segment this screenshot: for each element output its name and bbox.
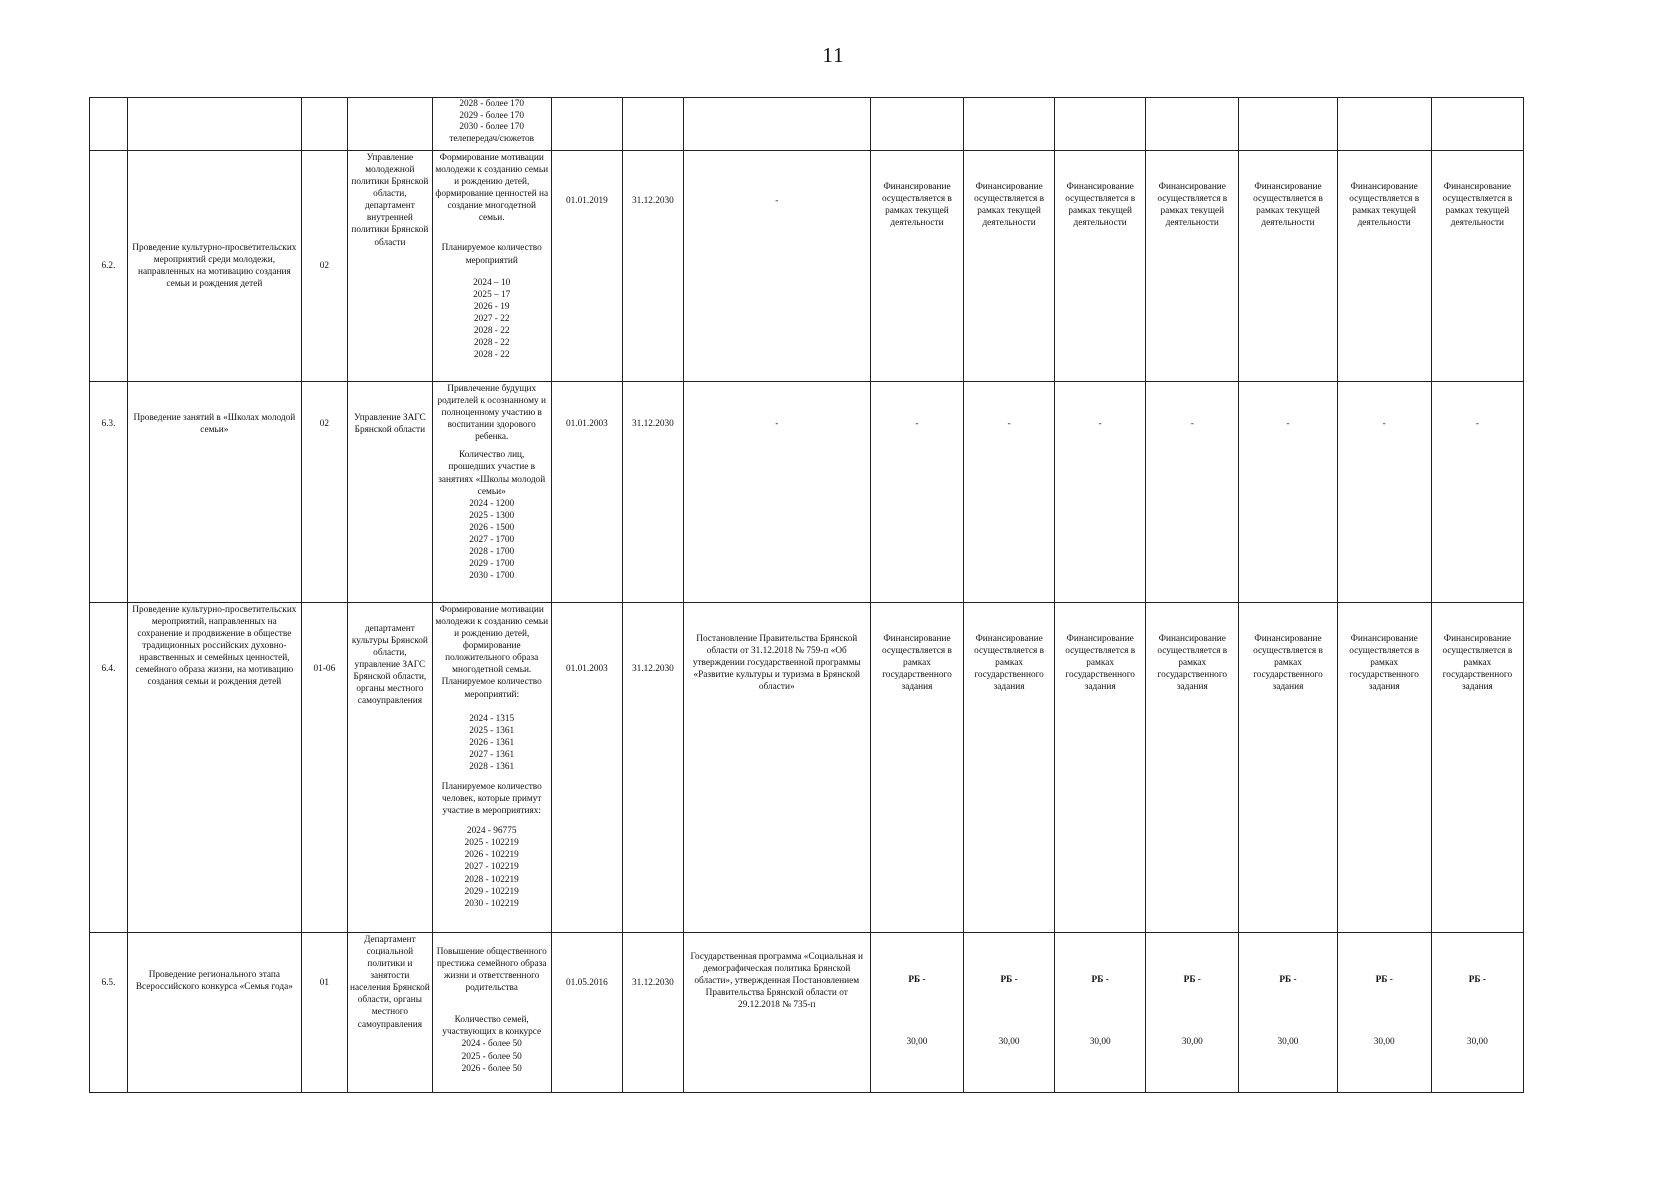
result-intro: Повышение общественного престижа семейного образа жизни и ответственного родительства: [436, 947, 547, 994]
funding-cell: Финансирование осуществляется в рамках государственного задания: [1239, 603, 1337, 933]
funding-cell: -: [870, 382, 963, 603]
result-values: 2024 - 96775 2025 - 102219 2026 - 102219 2027 - 102219 2028 - 102219 2029 - 102219 2030 - 102219: [464, 826, 519, 909]
funding-amount: 30,00: [1089, 1037, 1111, 1048]
result-values: 2024 - более 50 2025 - более 50 2026 - более 50: [461, 1039, 522, 1074]
funding-cell: -: [964, 382, 1055, 603]
funding-cell: -: [1431, 382, 1523, 603]
funding-cell: [1431, 933, 1523, 1093]
result-values: 2024 - 1200 2025 - 1300 2026 - 1500 2027 - 1700 2028 - 1700 2029 - 1700 2030 - 1700: [469, 498, 515, 582]
funding-cell: Финансирование осуществляется в рамках государственного задания: [1146, 603, 1239, 933]
funding-source: РБ -: [1000, 975, 1018, 985]
funding-cell: -: [1239, 382, 1337, 603]
funding-cell: [1146, 933, 1239, 1093]
table-row: [90, 151, 1524, 382]
funding-source: РБ -: [1375, 975, 1393, 985]
row-number: 6.4.: [90, 603, 128, 933]
funding-cell: [870, 933, 963, 1093]
event-name: Проведение культурно-просветительских мероприятий, направленных на сохранение и продвижение в обществе традиционных российских духовно-нравственных и семейных ценностей, семейного образа жизни, на мотивацию создания семьи и рождения детей: [127, 603, 301, 933]
funding-amount: 30,00: [1181, 1037, 1203, 1048]
funding-cell: [1239, 933, 1337, 1093]
result-intro: Привлечение будущих родителей к осознанному и полноценному участию в воспитании здорового ребенка.: [437, 384, 546, 443]
funding-source: РБ -: [1279, 975, 1297, 985]
table-row: [90, 98, 1524, 151]
funding-cell: Финансирование осуществляется в рамках текущей деятельности: [964, 151, 1055, 382]
result-label: Планируемое количество мероприятий: [441, 243, 542, 266]
funding-source: РБ -: [1183, 975, 1201, 985]
end-date: 31.12.2030: [623, 933, 683, 1093]
funding-cell: Финансирование осуществляется в рамках текущей деятельности: [1431, 151, 1523, 382]
event-name: Проведение культурно-просветительских мероприятий среди молодежи, направленных на мотивацию создания семьи и рождения детей: [127, 151, 301, 382]
row-number: 6.3.: [90, 382, 128, 603]
start-date: 01.05.2016: [551, 933, 623, 1093]
start-date: 01.01.2019: [551, 151, 623, 382]
result-label: Планируемое количество мероприятий:: [441, 677, 542, 700]
result-label: Планируемое количество человек, которые примут участие в мероприятиях:: [441, 782, 542, 817]
funding-cell: [1055, 933, 1146, 1093]
funding-cell: -: [1146, 382, 1239, 603]
result-cell: [432, 151, 551, 382]
funding-cell: Финансирование осуществляется в рамках государственного задания: [1431, 603, 1523, 933]
table-row: [90, 933, 1524, 1093]
table-row: [90, 603, 1524, 933]
event-name: Проведение занятий в «Школах молодой семьи»: [127, 382, 301, 603]
end-date: 31.12.2030: [623, 382, 683, 603]
result-cell: 2028 - более 170 2029 - более 170 2030 - более 170 телепередач/сюжетов: [432, 98, 551, 151]
funding-cell: [1337, 933, 1431, 1093]
result-cell: [432, 603, 551, 933]
executor-cell: Департамент социальной политики и занятости населения Брянской области, органы местного самоуправления: [347, 933, 432, 1093]
funding-amount: 30,00: [1373, 1037, 1395, 1048]
executor-cell: Управление ЗАГС Брянской области: [347, 382, 432, 603]
funding-cell: Финансирование осуществляется в рамках государственного задания: [1055, 603, 1146, 933]
executor-cell: департамент культуры Брянской области, управление ЗАГС Брянской области, органы местного самоуправления: [347, 603, 432, 933]
funding-cell: Финансирование осуществляется в рамках государственного задания: [964, 603, 1055, 933]
funding-source: РБ -: [1091, 975, 1109, 985]
funding-cell: Финансирование осуществляется в рамках текущей деятельности: [1337, 151, 1431, 382]
row-number: 6.2.: [90, 151, 128, 382]
result-intro: Формирование мотивации молодежи к созданию семьи и рождению детей, формирование положительного образа многодетной семьи.: [435, 605, 549, 676]
result-cell: [432, 933, 551, 1093]
code-cell: 02: [301, 151, 347, 382]
result-label: Количество лиц, прошедших участие в занятиях «Школы молодой семьи»: [438, 450, 546, 497]
result-values: 2024 – 10 2025 – 17 2026 - 19 2027 - 22 2028 - 22 2028 - 22 2028 - 22: [473, 277, 511, 361]
end-date: 31.12.2030: [623, 151, 683, 382]
code-cell: 02: [301, 382, 347, 603]
program-table: [89, 97, 1524, 1093]
funding-cell: -: [1055, 382, 1146, 603]
table-row: [90, 382, 1524, 603]
funding-cell: Финансирование осуществляется в рамках государственного задания: [1337, 603, 1431, 933]
event-name: Проведение регионального этапа Всероссийского конкурса «Семья года»: [127, 933, 301, 1093]
result-cell: [432, 382, 551, 603]
funding-amount: 30,00: [1277, 1037, 1299, 1048]
funding-cell: Финансирование осуществляется в рамках текущей деятельности: [1055, 151, 1146, 382]
start-date: 01.01.2003: [551, 382, 623, 603]
row-number: 6.5.: [90, 933, 128, 1093]
funding-cell: Финансирование осуществляется в рамках текущей деятельности: [870, 151, 963, 382]
document-cell: -: [683, 151, 870, 382]
funding-cell: Финансирование осуществляется в рамках текущей деятельности: [1146, 151, 1239, 382]
document-cell: Государственная программа «Социальная и демографическая политика Брянской области», утвержденная Постановлением Правительства Брянской области от 29.12.2018 № 735-п: [683, 933, 870, 1093]
funding-cell: [964, 933, 1055, 1093]
page-number: 11: [822, 43, 845, 67]
result-values: 2024 - 1315 2025 - 1361 2026 - 1361 2027 - 1361 2028 - 1361: [469, 713, 515, 772]
funding-source: РБ -: [1468, 975, 1486, 985]
funding-amount: 30,00: [906, 1037, 928, 1048]
funding-cell: -: [1337, 382, 1431, 603]
funding-amount: 30,00: [998, 1037, 1020, 1048]
funding-cell: Финансирование осуществляется в рамках текущей деятельности: [1239, 151, 1337, 382]
start-date: 01.01.2003: [551, 603, 623, 933]
code-cell: 01-06: [301, 603, 347, 933]
funding-cell: Финансирование осуществляется в рамках государственного задания: [870, 603, 963, 933]
result-label: Количество семей, участвующих в конкурсе: [442, 1015, 542, 1038]
code-cell: 01: [301, 933, 347, 1093]
document-cell: Постановление Правительства Брянской области от 31.12.2018 № 759-п «Об утверждении государственной программы «Развитие культуры и туризма в Брянской области»: [683, 603, 870, 933]
funding-amount: 30,00: [1466, 1037, 1488, 1048]
executor-cell: Управление молодежной политики Брянской области, департамент внутренней политики Брянской области: [347, 151, 432, 382]
document-cell: -: [683, 382, 870, 603]
funding-source: РБ -: [908, 975, 926, 985]
result-intro: Формирование мотивации молодежи к созданию семьи и рождению детей, формирование ценностей на создание многодетной семьи.: [435, 153, 549, 224]
end-date: 31.12.2030: [623, 603, 683, 933]
